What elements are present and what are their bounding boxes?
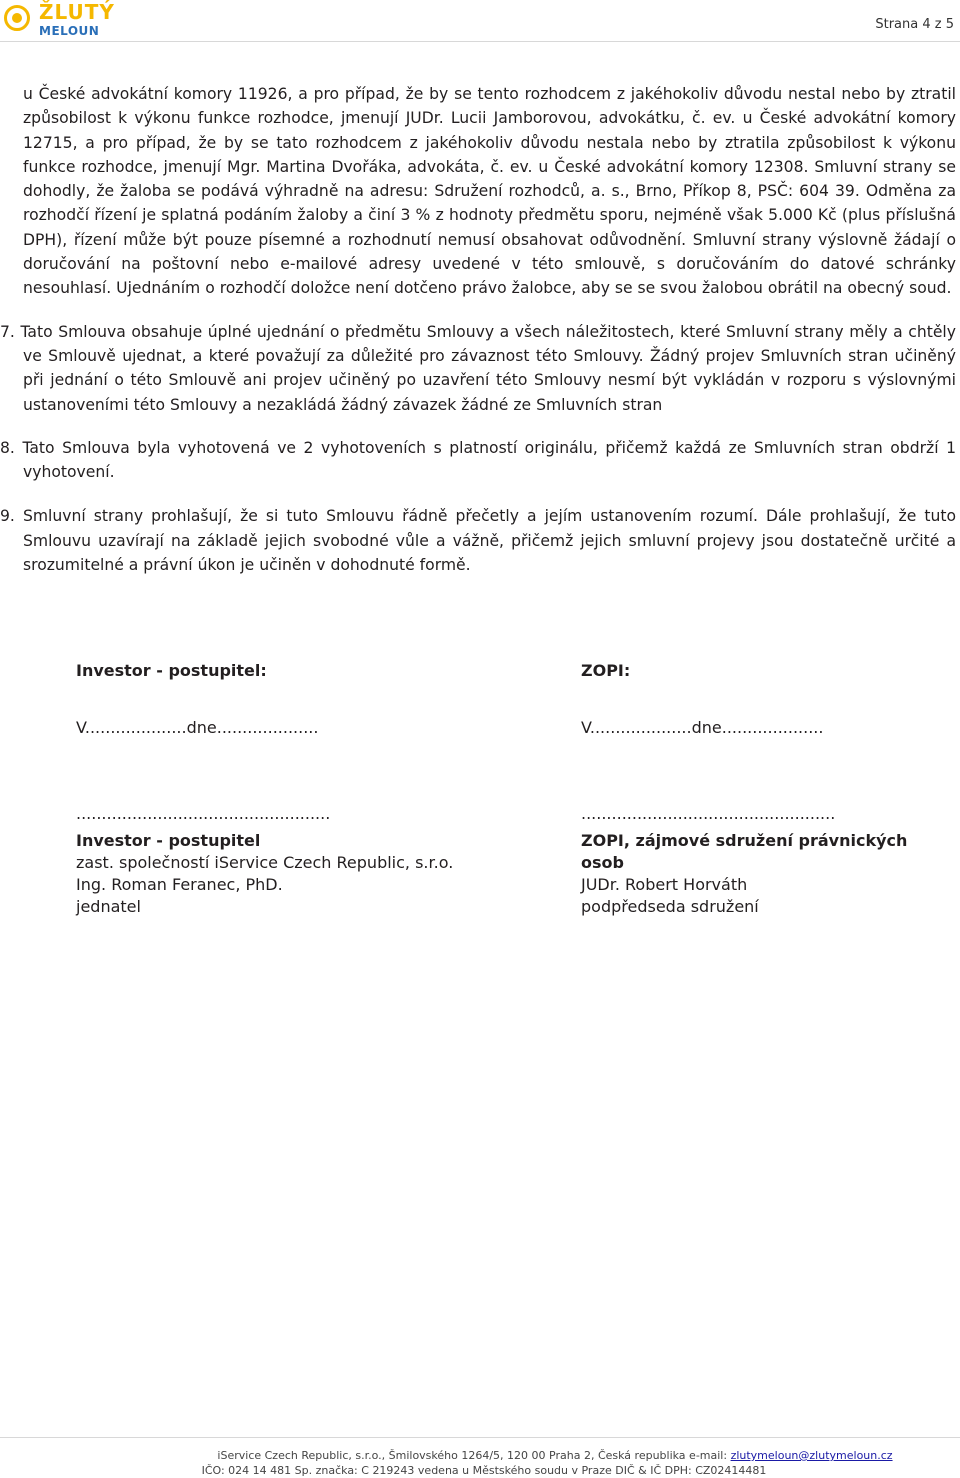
page-number: Strana 4 z 5 <box>875 17 954 32</box>
zluty-meloun-logo <box>4 0 115 38</box>
left-signatory-heading: Investor - postupitel: <box>76 661 267 680</box>
footer-line-1 <box>0 1448 960 1463</box>
melon-icon <box>4 5 30 31</box>
paragraph-9 <box>0 504 956 577</box>
right-signatory-name-1: ZOPI, zájmové sdružení právnických <box>581 831 908 850</box>
left-signatory-line1: zast. společností iService Czech Republic, s.r.o. <box>76 853 454 872</box>
paragraph-7-number: 7. <box>0 322 15 341</box>
page-footer <box>0 1448 960 1478</box>
footer-divider <box>0 1437 960 1438</box>
paragraph-intro: u České advokátní komory 11926, a pro případ, že by se tento rozhodcem z jakéhokoliv důvodu nestal nebo by ztratil způsobilost k výkonu funkce rozhodce, jmenují JUDr. Lucii Jamborovou, advokátku, č. ev. u České advokátní komory 12715, a pro případ, že by se tato rozhodcem z jakéhokoliv důvodu nestala nebo by ztratila způsobilost k výkonu funkce rozhodce, jmenují Mgr. Martina Dvořáka, advokáta, č. ev. u České advokátní komory 12308. Smluvní strany se dohodly, že žaloba se podává výhradně na adresu: Sdružení rozhodců, a. s., Brno, Příkop 8, PSČ: 604 39. Odměna za rozhodčí řízení je splatná podáním žaloby a činí 3 % z hodnoty předmětu sporu, nejméně však 5.000 Kč (plus příslušná DPH), řízení může být pouze písemné a rozhodnutí nemusí obsahovat odůvodnění. Smluvní strany výslovně žádají o doručování na poštovní nebo e-mailové adresy uvedené v této smlouvě, s doručováním do datové schránky nesouhlasí. Ujednáním o rozhodčí doložce není dotčeno právo žalobce, aby se se svou žalobou obrátil na obecný soud. <box>23 85 956 298</box>
paragraph-7-text: Tato Smlouva obsahuje úplné ujednání o předmětu Smlouvy a všech náležitostech, které Smluvní strany měly a chtěly ve Smlouvě ujednat, a které považují za důležité pro závaznost této Smlouvy. Žádný projev Smluvních stran učiněný při jednání o této Smlouvě ani projev učiněný po uzavření této Smlouvy nesmí být vykládán v rozporu s výslovnými ustanoveními této Smlouvy a nezakládá žádný závazek žádné ze Smluvních stran <box>20 322 956 414</box>
paragraph-8 <box>0 436 956 485</box>
header-divider <box>0 41 960 42</box>
left-signatory-line3: jednatel <box>76 897 141 916</box>
right-signature-line: .................................................. <box>581 804 836 823</box>
footer-email-link[interactable]: zlutymeloun@zlutymeloun.cz <box>730 1449 893 1462</box>
paragraph-8-number: 8. <box>0 438 15 457</box>
right-signatory-line2: podpředseda sdružení <box>581 897 759 916</box>
left-signatory-line2: Ing. Roman Feranec, PhD. <box>76 875 283 894</box>
logo-text-bottom: MELOUN <box>39 24 100 38</box>
footer-address: iService Czech Republic, s.r.o., Šmilovského 1264/5, 120 00 Praha 2, Česká republika e-mail: <box>217 1449 731 1462</box>
right-place-date: V....................dne.................... <box>581 718 824 737</box>
paragraph-7 <box>0 320 956 417</box>
right-signatory-block <box>581 830 907 918</box>
left-place-date: V....................dne.................... <box>76 718 319 737</box>
footer-line-2: IČO: 024 14 481 Sp. značka: C 219243 vedena u Městského soudu v Praze DIČ & IČ DPH: CZ02414481 <box>201 1464 767 1477</box>
right-signatory-heading: ZOPI: <box>581 661 631 680</box>
contract-body <box>0 82 956 577</box>
left-signatory-name: Investor - postupitel <box>76 831 261 850</box>
left-signature-line: .................................................. <box>76 804 331 823</box>
paragraph-9-text: Smluvní strany prohlašují, že si tuto Smlouvu řádně přečetly a jejím ustanovením rozumí. Dále prohlašují, že tuto Smlouvu uzavírají na základě jejich svobodné vůle a vážně, přičemž jejich smluvní projevy jsou dostatečně určité a srozumitelné a právní úkon je učiněn v dohodnuté formě. <box>22 507 956 575</box>
logo-text-top: ŽLUTÝ <box>39 0 115 24</box>
right-signatory-name-2: osob <box>581 853 624 872</box>
right-signatory-line1: JUDr. Robert Horváth <box>581 875 748 894</box>
paragraph-9-number: 9. <box>0 507 15 526</box>
left-signatory-block <box>76 830 453 918</box>
paragraph-8-text: Tato Smlouva byla vyhotovená ve 2 vyhotoveních s platností originálu, přičemž každá ze Smluvních stran obdrží 1 vyhotovení. <box>22 438 956 482</box>
page-header <box>0 0 960 42</box>
